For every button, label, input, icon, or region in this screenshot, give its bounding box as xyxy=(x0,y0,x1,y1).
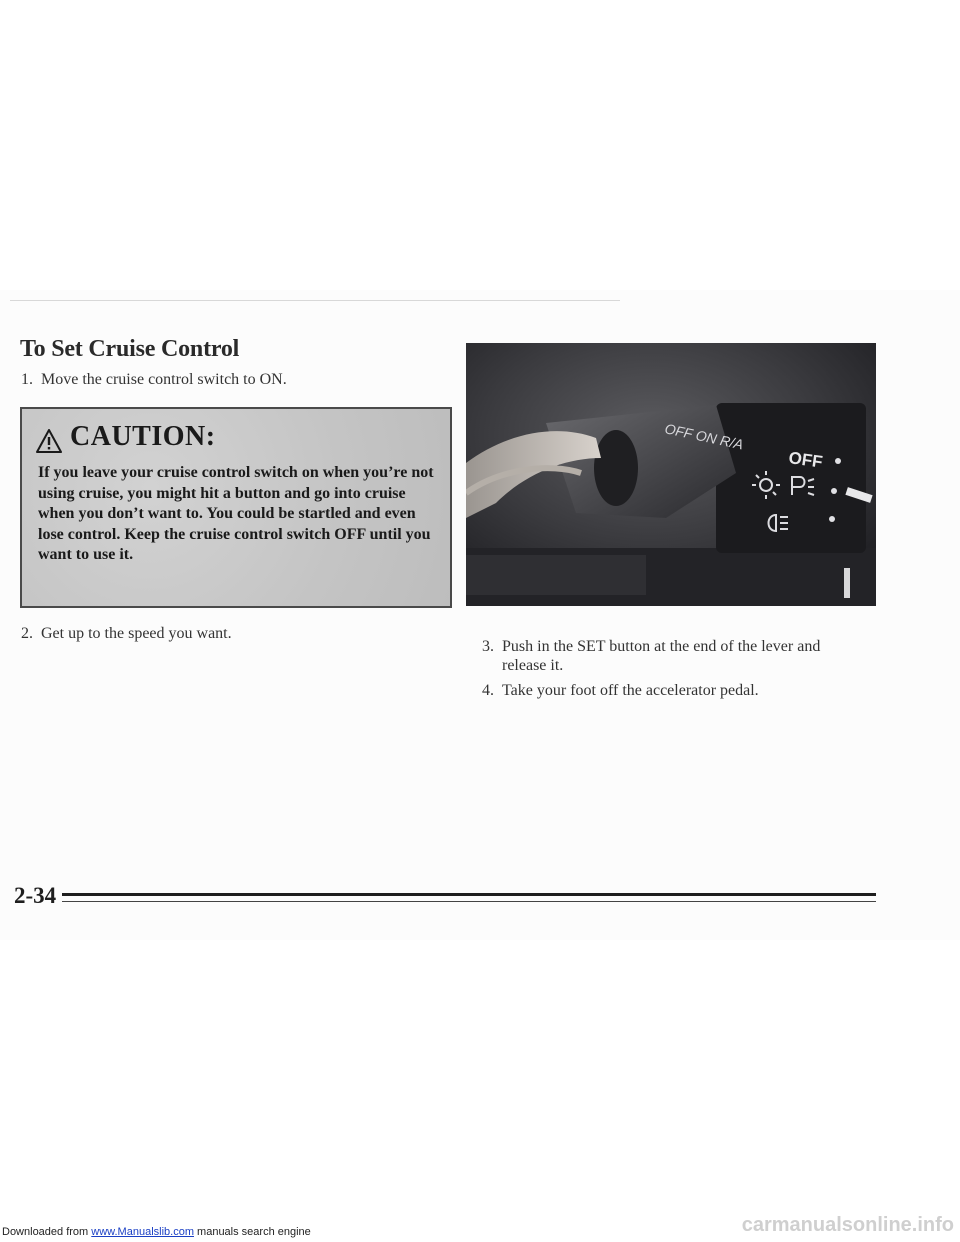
caution-box xyxy=(20,407,452,608)
indicator-dot xyxy=(831,488,837,494)
step-number: 2. xyxy=(21,625,33,642)
caution-label: CAUTION: xyxy=(70,421,216,452)
step-text: Push in the SET button at the end of the lever and release it. xyxy=(502,638,821,674)
photo-illustration xyxy=(466,343,876,606)
section-title: To Set Cruise Control xyxy=(20,336,240,362)
step-text: Move the cruise control switch to ON. xyxy=(41,371,287,388)
step-number: 3. xyxy=(482,638,494,655)
download-suffix: manuals search engine xyxy=(193,1226,311,1238)
footer-rule xyxy=(62,893,876,896)
indicator-dot xyxy=(835,458,841,464)
warning-triangle-icon xyxy=(36,429,62,453)
step-4 xyxy=(482,681,902,701)
page-number: 2-34 xyxy=(14,883,57,908)
step-text: Take your foot off the accelerator pedal. xyxy=(502,682,759,699)
step-2 xyxy=(21,624,441,644)
caution-text: If you leave your cruise control switch on when you’re not using cruise, you might hit a button and go into cruise when you don’t want to. You could be startled and even lose control. Keep the cruise control switch OFF until you want to use it. xyxy=(38,464,434,564)
lever-label: OFF ON R/A xyxy=(663,420,745,453)
vent-tab xyxy=(844,568,850,598)
indicator-dot xyxy=(829,516,835,522)
panel-off-label: OFF xyxy=(787,448,824,472)
site-watermark: carmanualsonline.info xyxy=(741,1214,954,1236)
manualslib-link[interactable]: www.Manualslib.com xyxy=(91,1226,194,1238)
top-divider xyxy=(10,300,620,301)
footer-rule-thin xyxy=(62,901,876,902)
download-notice xyxy=(2,1226,311,1238)
step-1 xyxy=(21,370,441,390)
step-number: 4. xyxy=(482,682,494,699)
step-text: Get up to the speed you want. xyxy=(41,625,232,642)
download-prefix: Downloaded from xyxy=(2,1226,92,1238)
step-3 xyxy=(482,637,902,677)
step-number: 1. xyxy=(21,371,33,388)
cruise-control-lever-photo xyxy=(466,343,876,606)
